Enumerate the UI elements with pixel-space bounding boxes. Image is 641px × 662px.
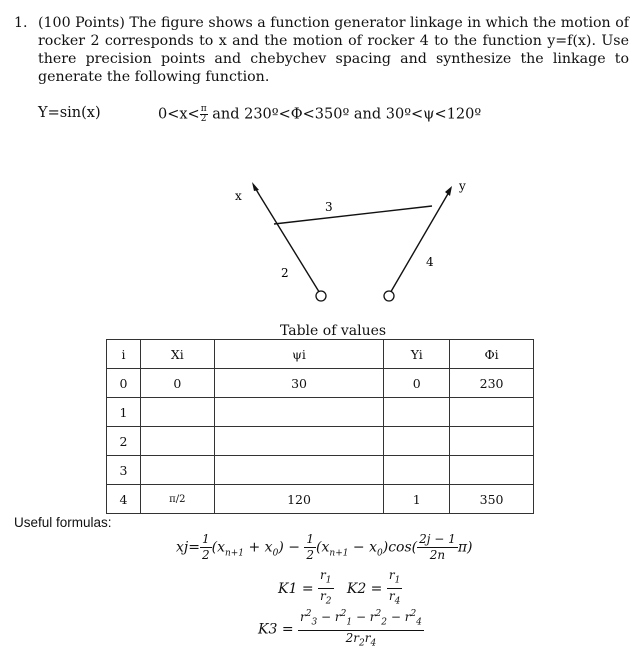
link-3-label: 3 (325, 200, 333, 214)
xj-lhs: xj= (176, 539, 200, 556)
cell: 0 (107, 369, 141, 398)
header-xi: Xi (140, 340, 214, 369)
cell (214, 427, 384, 456)
link-2 (260, 196, 321, 295)
cell (214, 456, 384, 485)
cell: 30 (214, 369, 384, 398)
cell: 0 (140, 369, 214, 398)
cell (450, 427, 534, 456)
cell (384, 456, 450, 485)
link-4-label: 4 (426, 255, 434, 269)
pi-numerator: π (200, 104, 207, 114)
cell: 3 (107, 456, 141, 485)
table-caption: Table of values (280, 323, 387, 339)
useful-formulas-heading: Useful formulas: (14, 515, 112, 530)
pi-denominator: 2 (200, 114, 207, 124)
cell (450, 398, 534, 427)
cell: 120 (214, 485, 384, 514)
x-arrowhead (252, 182, 259, 191)
table-row (107, 427, 534, 456)
cell (140, 427, 214, 456)
cell: 350 (450, 485, 534, 514)
table-row (107, 369, 534, 398)
header-i: i (107, 340, 141, 369)
cell: 4 (107, 485, 141, 514)
y-label: y (459, 179, 466, 193)
table-row (107, 456, 534, 485)
link-2-label: 2 (281, 266, 289, 280)
k3-formula: K3 = $\frac{r^2_3 - r^2_1 - r^2_2 - r^2_4}{2r_2r_4}$ (258, 609, 422, 649)
y-arrowhead (445, 186, 452, 196)
cell: 230 (450, 369, 534, 398)
cell: 1 (107, 398, 141, 427)
cell (140, 398, 214, 427)
x-label: x (235, 189, 242, 203)
header-yi: Yi (384, 340, 450, 369)
ground-pivot-4 (384, 291, 394, 301)
cell (384, 398, 450, 427)
table-row (107, 398, 534, 427)
cell (384, 427, 450, 456)
problem-number: 1. (14, 15, 28, 31)
k2-label: K2 (346, 580, 367, 597)
cell: 1 (384, 485, 450, 514)
k1-label: K1 (278, 580, 298, 597)
cell (214, 398, 384, 427)
table-header-row (107, 340, 534, 369)
cell (450, 456, 534, 485)
chebyshev-formula: xj= $\frac{1}{2}$ $(x_{n+1} + x_0)$ − $\frac{1}{2}$ $(x_{n+1} - x_0)\cos$( $\frac{2j - 1}{2n}$ π) (176, 532, 473, 562)
k3-label: K3 (258, 621, 278, 638)
cell (140, 456, 214, 485)
values-table (106, 339, 534, 514)
link-3 (274, 206, 432, 224)
k1-k2-formula: K1 = $\frac{r_1}{r_2}$ K2 = $\frac{r_1}{r_4}$ (278, 568, 401, 607)
problem-text: (100 Points) The figure shows a function generator linkage in which the motion of rocker 2 corresponds to x and the motion of rocker 4 to the function y=f(x). Use there precision points and chebychev spacing and synthesize the linkage to generate the following function. (38, 15, 629, 85)
header-phi: Φi (450, 340, 534, 369)
range-prefix: 0<x< (158, 106, 200, 123)
cell: π/2 (140, 485, 214, 514)
range-rest: and 230º<Φ<350º and 30º<ψ<120º (207, 106, 482, 123)
cell: 0 (384, 369, 450, 398)
function-label: Y=sin(x) (38, 105, 101, 121)
ground-pivot-2 (316, 291, 326, 301)
cell: 2 (107, 427, 141, 456)
header-psi: ψi (214, 340, 384, 369)
table-row (107, 485, 534, 514)
